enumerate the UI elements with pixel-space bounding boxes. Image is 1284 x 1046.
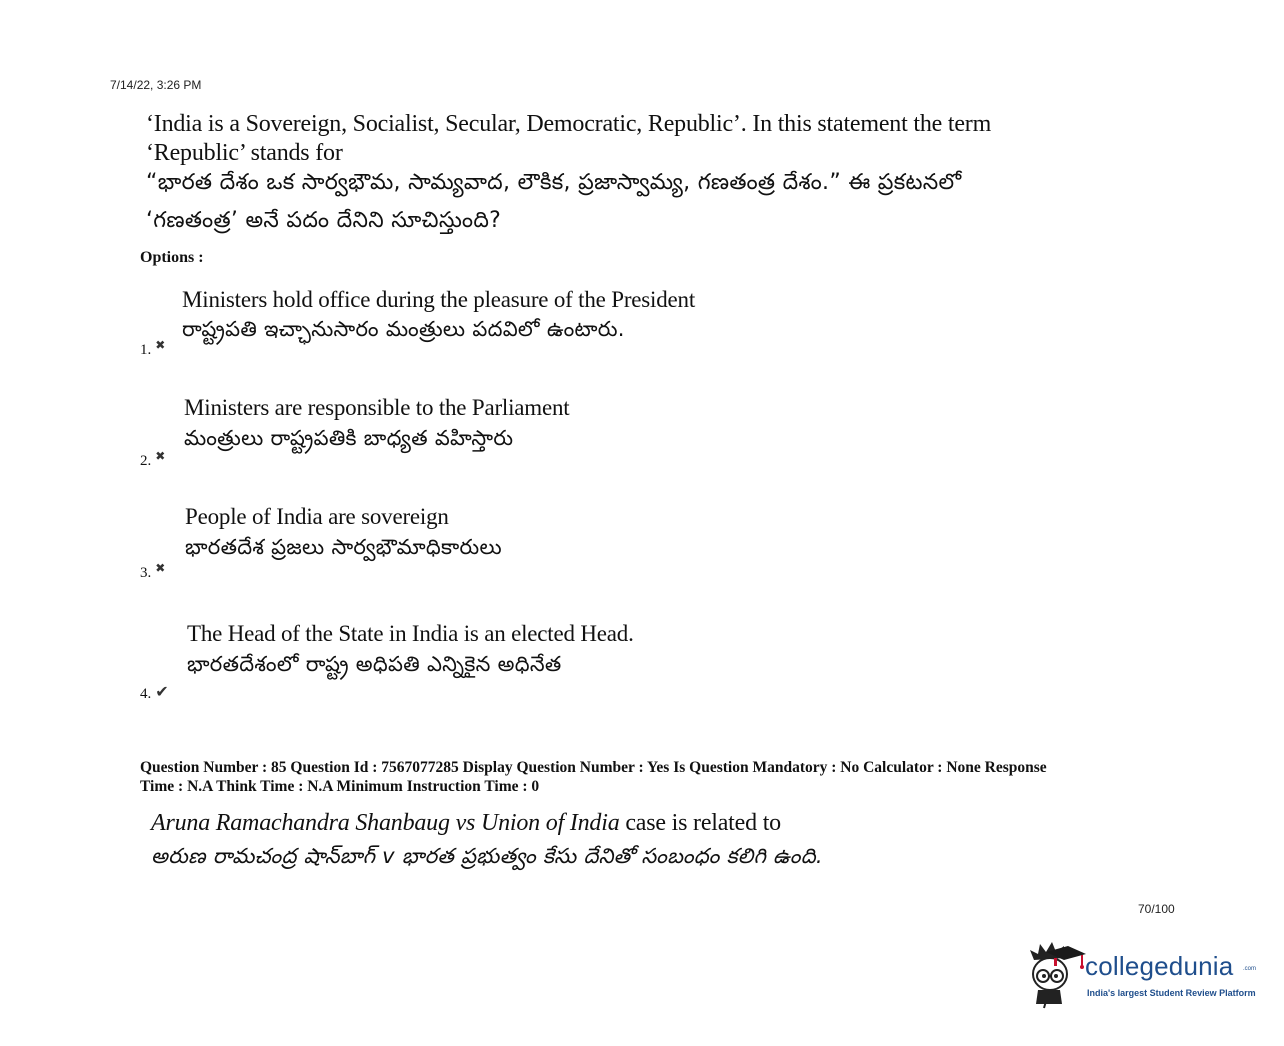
option-4-text-english: The Head of the State in India is an elected Head. — [187, 621, 634, 646]
option-1-text-english: Ministers hold office during the pleasure of the President — [182, 287, 696, 312]
check-icon: ✔ — [155, 682, 169, 701]
page-number: 70/100 — [1138, 902, 1175, 916]
brand-name: collegedunia — [1085, 951, 1234, 981]
options-label: Options : — [140, 249, 204, 266]
option-1-number — [140, 338, 166, 359]
collegedunia-mascot-icon — [1024, 938, 1088, 1010]
question-text-telugu-line2: ‘గణతంత్ర’ అనే పదం దేనిని సూచిస్తుంది? — [146, 208, 502, 233]
brand-suffix: .com — [1243, 966, 1257, 972]
option-number: 1. — [140, 342, 152, 358]
brand-tagline: India's largest Student Review Platform — [1087, 988, 1256, 998]
option-3-text-telugu: భారతదేశ ప్రజలు సార్వభౌమాధికారులు — [185, 535, 502, 559]
option-1-text-telugu: రాష్ట్రపతి ఇచ్ఛానుసారం మంత్రులు పదవిలో ఉంటారు. — [182, 317, 625, 341]
case-name: Aruna Ramachandra Shanbaug vs Union of India — [151, 810, 620, 836]
option-number: 2. — [140, 453, 152, 469]
next-question-rest: case is related to — [619, 810, 781, 836]
option-number: 3. — [140, 565, 152, 581]
question-text-english: ‘India is a Sovereign, Socialist, Secular, Democratic, Republic’. In this statement the term ‘Republic’ stands for — [146, 111, 992, 166]
cross-icon: ✖ — [155, 561, 166, 575]
option-2-text-telugu: మంత్రులు రాష్ట్రపతికి బాధ్యత వహిస్తారు — [184, 426, 514, 450]
option-3-text-english: People of India are sovereign — [185, 504, 449, 529]
next-question-text-telugu: అరుణ రామచంద్ర షాన్‌బాగ్ v భారత ప్రభుత్వం కేసు దేనితో సంబంధం కలిగి ఉంది. — [151, 844, 823, 868]
question-metadata — [140, 758, 1170, 796]
option-2-number — [140, 449, 166, 470]
question-metadata-line1: Question Number : 85 Question Id : 7567077285 Display Question Number : Yes Is Question Mandatory : No Calculator : None Response — [140, 759, 1047, 776]
question-metadata-line2: Time : N.A Think Time : N.A Minimum Instruction Time : 0 — [140, 778, 540, 795]
option-2-text-english: Ministers are responsible to the Parliament — [184, 395, 570, 420]
option-3-number — [140, 561, 166, 582]
option-4-text-telugu: భారతదేశంలో రాష్ట్ర అధిపతి ఎన్నికైన అధినేత — [187, 652, 562, 676]
cross-icon: ✖ — [155, 449, 166, 463]
cross-icon: ✖ — [155, 338, 166, 352]
option-4-number — [140, 682, 169, 703]
question-text-telugu-line1: “భారత దేశం ఒక సార్వభౌమ, సామ్యవాద, లౌకిక, ప్రజాస్వామ్య, గణతంత్ర దేశం.” ఈ ప్రకటనలో — [146, 170, 962, 195]
print-timestamp: 7/14/22, 3:26 PM — [110, 78, 202, 92]
next-question-text-english — [151, 809, 781, 838]
option-number: 4. — [140, 686, 152, 702]
